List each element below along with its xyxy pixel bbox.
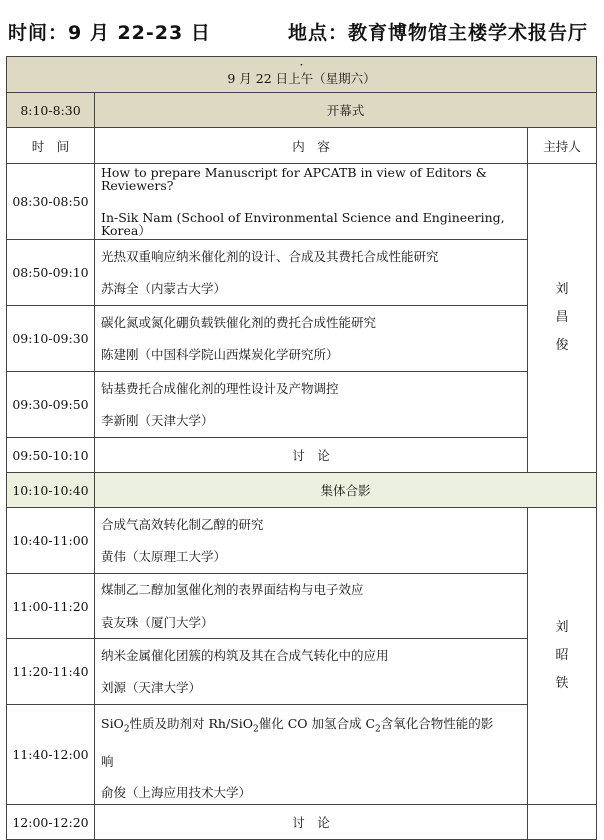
event-location: 地点：教育博物馆主楼学术报告厅 — [287, 22, 588, 44]
col-content: 内 容 — [95, 128, 528, 164]
discussion-time: 09:50-10:10 — [7, 438, 95, 473]
talk-time: 10:40-11:00 — [7, 508, 95, 574]
discussion-time: 12:00-12:20 — [7, 805, 95, 840]
talk-cell — [95, 508, 528, 574]
talk-author: 陈建刚（中国科学院山西煤炭化学研究所） — [101, 347, 339, 362]
talk-cell — [95, 306, 528, 372]
talk-author: 俞俊（上海应用技术大学） — [101, 784, 252, 800]
talk-time: 08:50-09:10 — [7, 240, 95, 306]
talk-title: SiO$_2$性质及助剂对 Rh/SiO$_2$催化 CO 加氢合成 $C_2$含氧化合物性能的影 响 — [101, 716, 494, 769]
talk-author: 苏海全（内蒙古大学） — [101, 281, 227, 296]
session1-host — [528, 164, 597, 473]
talk-title: How to prepare Manuscript for APCATB in view of Editors & Reviewers? — [101, 165, 487, 193]
discussion-label: 讨 论 — [95, 805, 528, 840]
photo-label: 集体合影 — [95, 473, 597, 508]
event-time: 时间：9 月 22-23 日 — [8, 22, 211, 44]
table-row — [7, 372, 597, 438]
host-char: 昌 — [555, 310, 569, 325]
col-time: 时 间 — [7, 128, 95, 164]
page-header — [8, 18, 596, 48]
session2-host — [528, 508, 597, 805]
table-row — [7, 508, 597, 574]
talk-author: In-Sik Nam (School of Environmental Science and Engineering, Korea） — [101, 210, 505, 238]
talk-cell — [95, 240, 528, 306]
table-row — [7, 639, 597, 705]
talk-time: 09:10-09:30 — [7, 306, 95, 372]
table-row — [7, 574, 597, 639]
host-char: 刘 — [555, 620, 569, 636]
talk-author: 黄伟（太原理工大学） — [101, 549, 227, 564]
table-row — [7, 705, 597, 805]
talk-time: 11:20-11:40 — [7, 639, 95, 705]
dot-mark: · — [299, 56, 304, 72]
table-row — [7, 164, 597, 240]
host-char: 昭 — [555, 648, 569, 664]
opening-time: 8:10-8:30 — [7, 93, 95, 128]
talk-cell — [95, 164, 528, 240]
talk-title: 钴基费托合成催化剂的理性设计及产物调控 — [101, 380, 339, 396]
day-title-row — [7, 57, 597, 93]
schedule-table — [6, 56, 597, 840]
talk-cell — [95, 705, 528, 805]
col-host: 主持人 — [528, 128, 597, 164]
talk-time: 11:40-12:00 — [7, 705, 95, 805]
talk-cell — [95, 372, 528, 438]
talk-cell — [95, 639, 528, 705]
column-header-row — [7, 128, 597, 164]
photo-time: 10:10-10:40 — [7, 473, 95, 508]
discussion-row — [7, 438, 597, 473]
talk-title: 光热双重响应纳米催化剂的设计、合成及其费托合成性能研究 — [101, 248, 439, 264]
day-title: 9 月 22 日上午（星期六） — [227, 70, 376, 86]
talk-title: 煤制乙二醇加氢催化剂的表界面结构与电子效应 — [101, 582, 364, 597]
talk-time: 11:00-11:20 — [7, 574, 95, 639]
talk-title: 纳米金属催化团簇的构筑及其在合成气转化中的应用 — [101, 647, 389, 663]
talk-author: 袁友珠（厦门大学） — [101, 614, 214, 630]
talk-cell — [95, 574, 528, 639]
empty-host-cell — [528, 805, 597, 840]
host-char: 俊 — [555, 338, 569, 353]
discussion-label: 讨 论 — [95, 438, 528, 473]
talk-time: 09:30-09:50 — [7, 372, 95, 438]
opening-row — [7, 93, 597, 128]
discussion-row — [7, 805, 597, 840]
talk-title: 碳化氮或氮化硼负载铁催化剂的费托合成性能研究 — [101, 314, 377, 330]
talk-author: 李新刚（天津大学） — [101, 413, 214, 428]
host-char: 刘 — [555, 282, 569, 297]
table-row — [7, 306, 597, 372]
talk-title: 合成气高效转化制乙醇的研究 — [101, 516, 264, 532]
opening-label: 开幕式 — [95, 93, 597, 128]
table-row — [7, 240, 597, 306]
talk-time: 08:30-08:50 — [7, 164, 95, 240]
photo-row — [7, 473, 597, 508]
host-char: 铁 — [555, 676, 569, 692]
talk-author: 刘源（天津大学） — [101, 680, 202, 695]
